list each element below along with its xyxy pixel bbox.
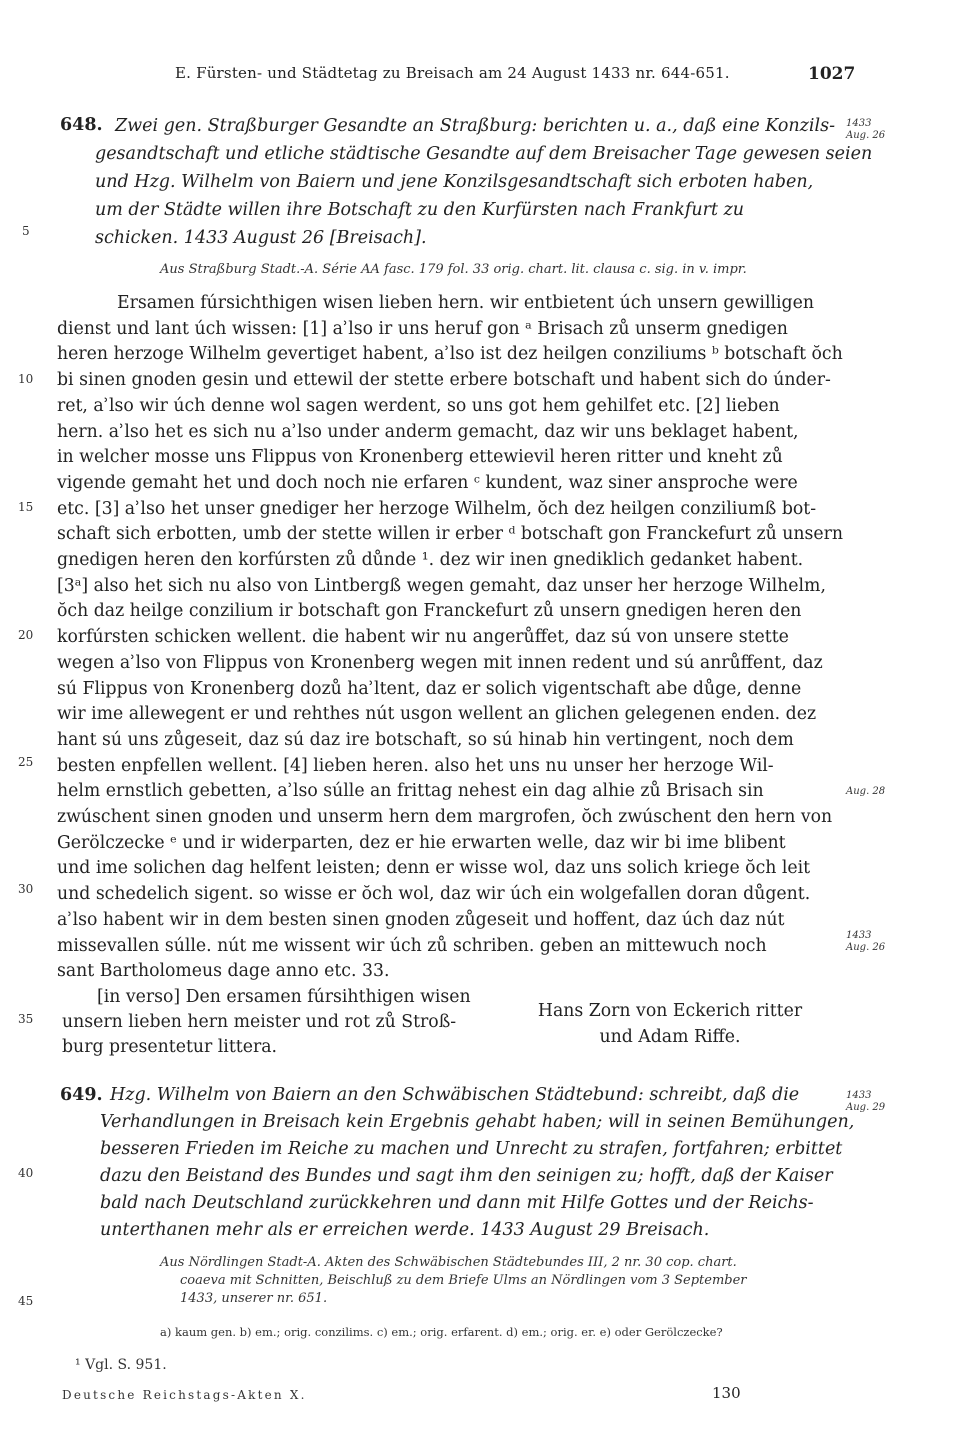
body-line: in welcher mosse uns Flippus von Kronenberg ettewievil heren ritter und kneht zů	[57, 447, 783, 468]
body-line: Gerölczecke ᵉ und ir widerparten, dez er hie erwarten welle, daz wir bi ime blibent	[57, 832, 786, 853]
regest-line: besseren Frieden im Reiche zu machen und Unrecht zu strafen, fortfahren; erbittet	[100, 1139, 843, 1159]
body-line: gnedigen heren den korfúrsten zů důnde ¹. dez wir inen gnediklich gedanket habent.	[57, 550, 804, 570]
regest-line: dazu den Beistand des Bundes und sagt ihm den seinigen zu; hofft, daß der Kaiser	[100, 1166, 833, 1186]
regest-line: schicken. 1433 August 26 [Breisach].	[95, 228, 427, 248]
address-line: burg presentetur littera.	[62, 1037, 278, 1057]
body-line: zwúschent sinen gnoden und unserm hern dem margrofen, ŏch zwúschent den hern von	[57, 807, 833, 827]
margin-year: 1433	[846, 118, 872, 129]
doc-648-signature	[520, 998, 820, 1050]
line-number: 30	[18, 882, 34, 896]
regest-line: bald nach Deutschland zurückkehren und dann mit Hilfe Gottes und der Reichs-	[100, 1193, 814, 1213]
margin-year: 1433	[846, 930, 872, 941]
running-title: E. Fürsten- und Städtetag zu Breisach am 24 August 1433 nr. 644-651.	[175, 64, 730, 82]
address-line: unsern lieben hern meister und rot zů Stroß-	[62, 1012, 457, 1032]
body-line: wir ime allewegent er und rehthes nút usgon wellent an glichen gelegenen enden. dez	[57, 704, 817, 725]
regest-line: und Hzg. Wilhelm von Baiern und jene Konzilsgesandtschaft sich erboten haben,	[95, 172, 814, 192]
regest-line: Zwei gen. Straßburger Gesandte an Straßburg: berichten u. a., daß eine Konzils-	[115, 116, 835, 136]
body-line: schaft sich erbotten, umb der stette willen ir erber ᵈ botschaft gon Franckefurt zů unsern	[57, 524, 843, 545]
address-line: [in verso] Den ersamen fúrsihthigen wisen	[97, 987, 471, 1007]
margin-day: Aug. 26	[846, 130, 886, 141]
regest-line: Hzg. Wilhelm von Baiern an den Schwäbischen Städtebund: schreibt, daß die	[110, 1085, 800, 1105]
body-line: und ime solichen dag helfent leisten; denn er wisse wol, daz uns solich kriege ŏch leit	[57, 858, 811, 879]
body-line: korfúrsten schicken wellent. die habent wir nu angerůffet, daz sú von unsere stette	[57, 627, 789, 648]
series-title: Deutsche Reichstags-Akten X.	[62, 1388, 307, 1402]
source-line: Aus Nördlingen Stadt-A. Akten des Schwäbischen Städtebundes III, 2 nr. 30 cop. chart.	[160, 1255, 737, 1270]
margin-date-aug28: Aug. 28	[846, 786, 886, 797]
critical-apparatus: a) kaum gen. b) em.; orig. conzilims. c) em.; orig. erfarent. d) em.; orig. er. e) oder Gerölczecke?	[160, 1325, 723, 1339]
line-number: 10	[18, 372, 34, 386]
line-number: 25	[18, 755, 34, 769]
margin-day: Aug. 26	[846, 942, 886, 953]
body-line: hern. ẚlso het es sich nu ẚlso under anderm gemacht, daz wir uns beklaget habent,	[57, 421, 799, 442]
body-line: [3ᵃ] also het sich nu also von Lintbergß wegen gemaht, daz unser her herzoge Wilhelm,	[57, 575, 826, 596]
body-line: bi sinen gnoden gesin und ettewil der stette erbere botschaft und habent sich do únder-	[57, 370, 831, 391]
body-line: missevallen súlle. nút me wissent wir úch zů schriben. geben an mittewuch noch	[57, 935, 767, 956]
body-line: wegen ẚlso von Flippus von Kronenberg wegen mit innen redent und sú anrůffent, daz	[57, 652, 823, 673]
line-number: 20	[18, 628, 34, 642]
body-line: hant sú uns zůgeseit, daz sú daz ire botschaft, so sú hinab hin vertingent, noch dem	[57, 729, 794, 750]
body-line: besten enpfellen wellent. [4] lieben heren. also het uns nu unser her herzoge Wil-	[57, 755, 774, 776]
sheet-number: 130	[712, 1384, 741, 1402]
margin-day: Aug. 29	[846, 1102, 886, 1113]
body-line: ret, ẚlso wir úch denne wol sagen werdent, so uns got hem gehilfet etc. [2] lieben	[57, 395, 780, 416]
margin-date-649	[846, 1090, 885, 1114]
line-number: 40	[18, 1166, 34, 1180]
doc-648-address	[62, 985, 471, 1060]
doc-649-source	[160, 1254, 747, 1308]
body-line: vigende gemaht het und doch noch nie erfaren ᶜ kundent, waz siner ansproche were	[57, 472, 798, 493]
body-line: heren herzoge Wilhelm gevertiget habent, ẚlso ist dez heilgen conziliums ᵇ botschaft ŏch	[57, 344, 843, 365]
regest-line: unterthanen mehr als er erreichen werde. 1433 August 29 Breisach.	[100, 1220, 710, 1240]
body-line: Ersamen fúrsichthigen wisen lieben hern. wir entbietent úch unsern gewilligen	[117, 293, 814, 313]
doc-648-source: Aus Straßburg Stadt.-A. Série AA fasc. 179 fol. 33 orig. chart. lit. clausa c. sig. in v. impr.	[160, 262, 747, 277]
page-number: 1027	[808, 64, 856, 84]
line-number: 35	[18, 1012, 34, 1026]
signature-line: Hans Zorn von Eckerich ritter	[537, 1001, 803, 1021]
body-line: und schedelich sigent. so wisse er ŏch wol, daz wir úch ein wolgefallen doran důgent.	[57, 884, 811, 905]
line-number: 45	[18, 1294, 34, 1308]
body-line: helm ernstlich gebetten, ẚlso súlle an frittag nehest ein dag alhie zů Brisach sin	[57, 781, 764, 802]
doc-649-number: 649.	[60, 1085, 103, 1105]
body-line: ŏch daz heilge conzilium ir botschaft gon Franckefurt zů unsern gnedigen heren den	[57, 601, 802, 622]
source-line: coaeva mit Schnitten, Beischluß zu dem Briefe Ulms an Nördlingen vom 3 September	[180, 1273, 747, 1288]
regest-line: Verhandlungen in Breisach kein Ergebnis gehabt haben; will in seinen Bemühungen,	[100, 1112, 855, 1132]
regest-line: um der Städte willen ihre Botschaft zu den Kurfürsten nach Frankfurt zu	[95, 200, 745, 220]
footnote: ¹ Vgl. S. 951.	[75, 1357, 167, 1373]
body-line: ẚlso habent wir in dem besten sinen gnoden zůgeseit und hoffent, daz úch daz nút	[57, 909, 785, 930]
body-line: dienst und lant úch wissen: [1] ẚlso ir uns heruf gon ᵃ Brisach zů unserm gnedigen	[57, 318, 788, 339]
body-line: etc. [3] ẚlso het unser gnediger her herzoge Wilhelm, ŏch dez heilgen conziliumß bot-	[57, 498, 817, 519]
doc-648-number: 648.	[60, 115, 103, 135]
margin-date-648	[846, 118, 885, 142]
margin-date-648b	[846, 930, 885, 954]
line-number: 5	[22, 224, 30, 238]
regest-line: gesandtschaft und etliche städtische Gesandte auf dem Breisacher Tage gewesen seien	[95, 144, 873, 164]
source-line: 1433, unserer nr. 651.	[180, 1291, 328, 1306]
body-line: sant Bartholomeus dage anno etc. 33.	[57, 961, 390, 982]
body-line: sú Flippus von Kronenberg dozů hẚltent, daz er solich vigentschaft abe důge, denne	[57, 678, 802, 699]
signature-line: und Adam Riffe.	[599, 1027, 741, 1047]
line-number: 15	[18, 500, 34, 514]
margin-year: 1433	[846, 1090, 872, 1101]
